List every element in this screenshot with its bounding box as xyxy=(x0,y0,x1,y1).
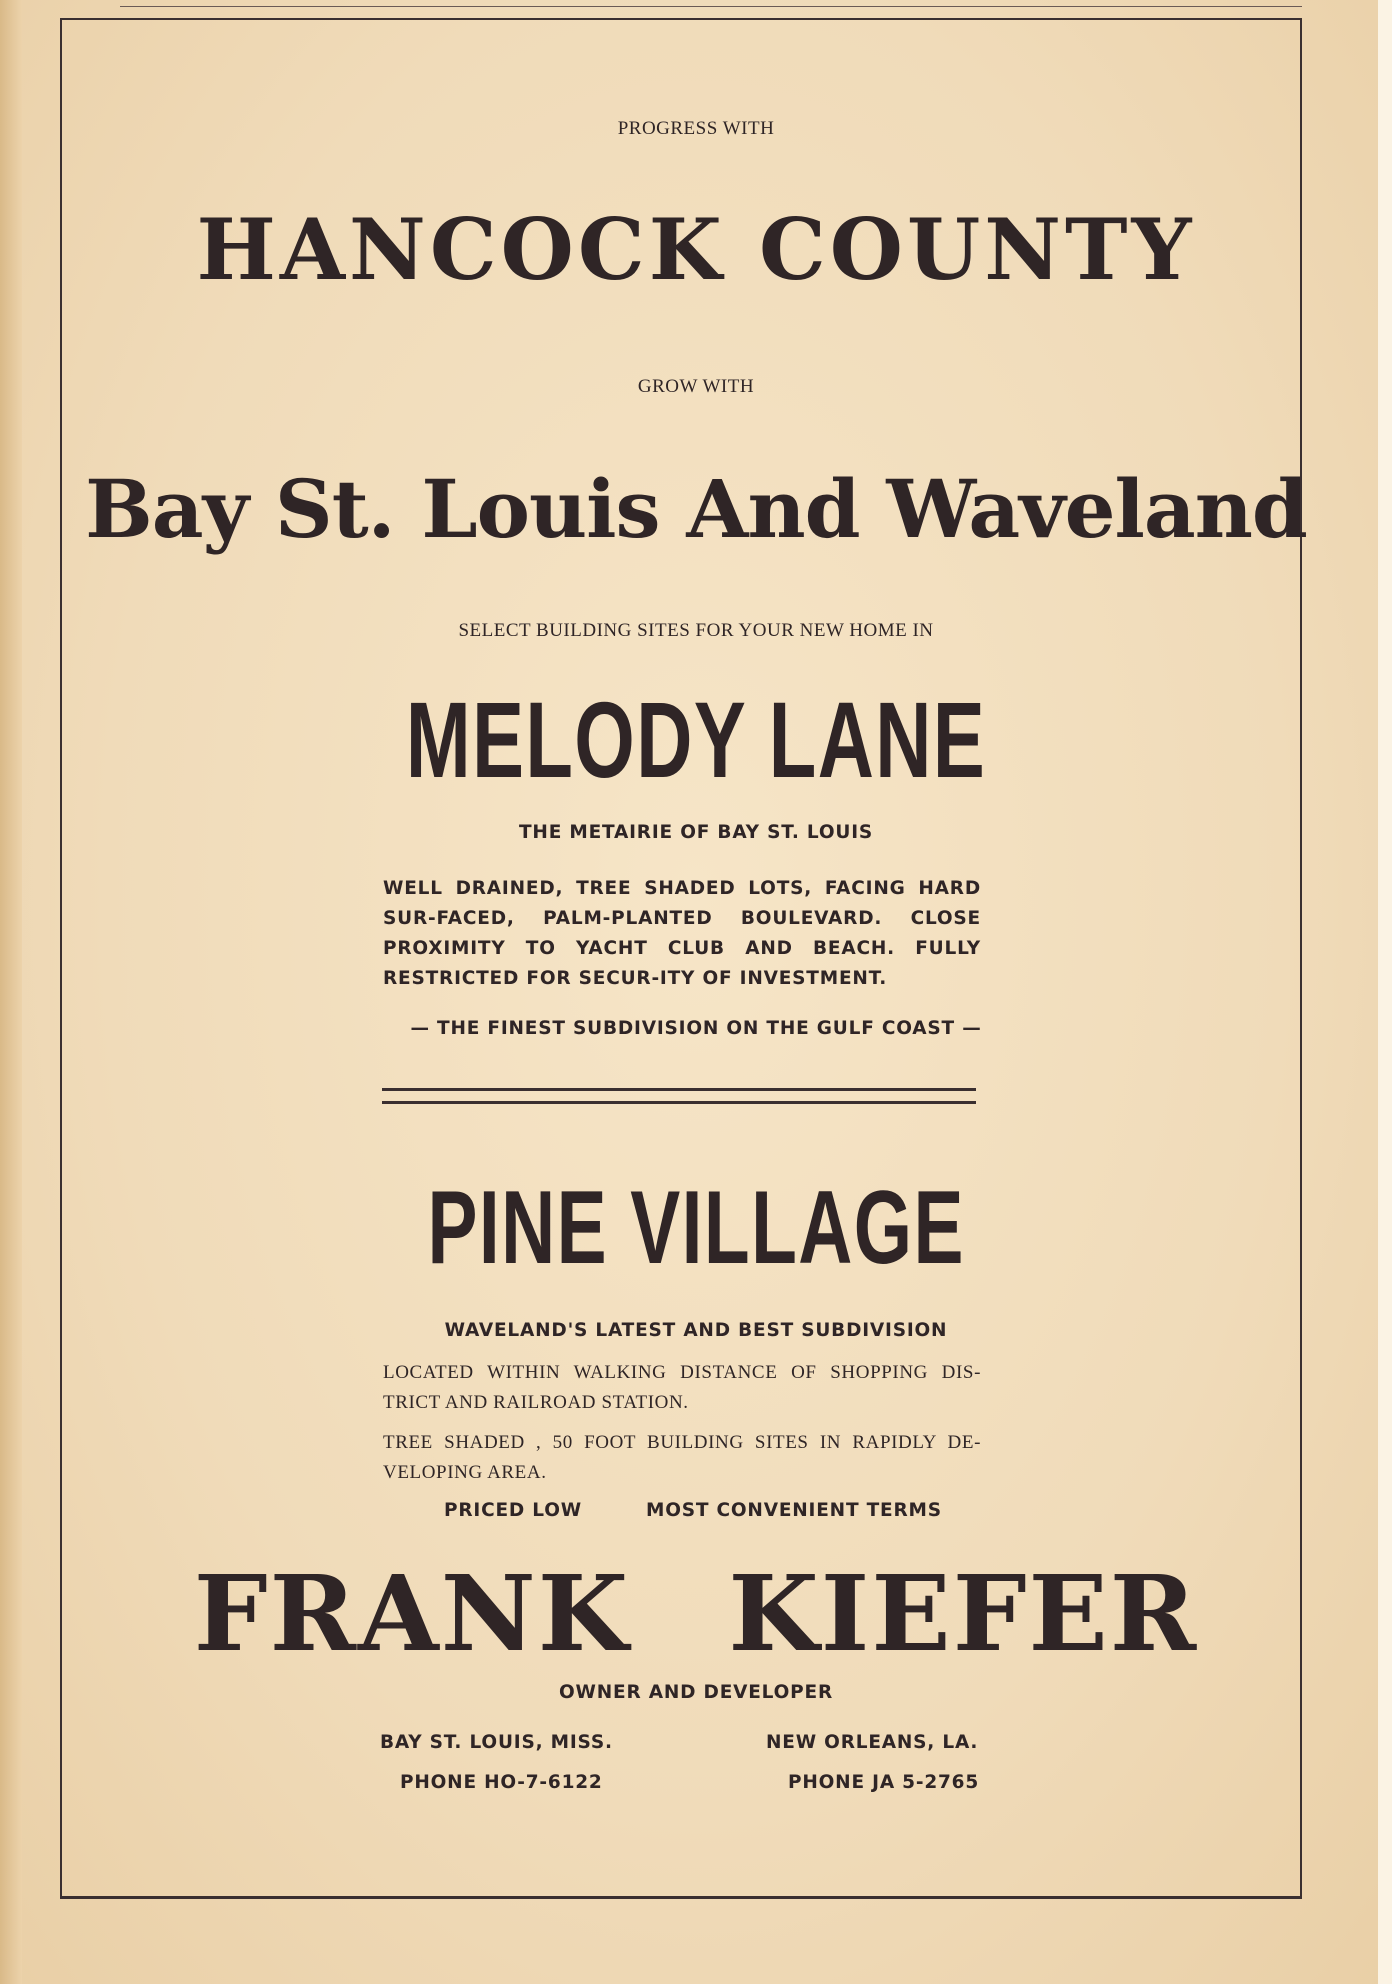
melody-lane-heading-wrap xyxy=(0,680,1392,833)
bay-st-louis-phone: PHONE HO-7-6122 xyxy=(400,1772,603,1793)
developer-role: OWNER AND DEVELOPER xyxy=(559,1682,833,1703)
kicker-text: PROGRESS WITH xyxy=(617,118,775,139)
melody-lane-heading: MELODY LANE xyxy=(405,679,987,800)
melody-finest: — THE FINEST SUBDIVISION ON THE GULF COAST — xyxy=(410,1018,982,1039)
bay-st-louis-address: BAY ST. LOUIS, MISS. xyxy=(380,1732,613,1753)
new-orleans-address: NEW ORLEANS, LA. xyxy=(766,1732,979,1753)
terms-text: MOST CONVENIENT TERMS xyxy=(646,1500,942,1521)
pine-tagline: WAVELAND'S LATEST AND BEST SUBDIVISION xyxy=(444,1320,948,1341)
section-divider-bottom xyxy=(382,1101,976,1104)
developer-name: FRANK KIEFER xyxy=(193,1552,1199,1675)
county-heading: HANCOCK COUNTY xyxy=(196,200,1196,299)
pine-sites-text: TREE SHADED , 50 FOOT BUILDING SITES IN RAPIDLY DE-VELOPING AREA. xyxy=(383,1432,981,1483)
section-divider-top xyxy=(382,1088,976,1091)
top-edge-rule xyxy=(120,6,1302,7)
towns-heading: Bay St. Louis And Waveland xyxy=(85,462,1307,556)
melody-tagline: THE METAIRIE OF BAY ST. LOUIS xyxy=(519,822,873,843)
melody-description: WELL DRAINED, TREE SHADED LOTS, FACING HARD SUR-FACED, PALM-PLANTED BOULEVARD. CLOSE PROXIMITY TO YACHT CLUB AND BEACH. FULLY RESTRICTED FOR SECUR-ITY OF INVESTMENT. xyxy=(383,878,981,989)
new-orleans-phone: PHONE JA 5-2765 xyxy=(788,1772,980,1793)
grow-text: GROW WITH xyxy=(637,376,755,397)
pine-village-heading: PINE VILLAGE xyxy=(427,1170,965,1286)
pine-location-text: LOCATED WITHIN WALKING DISTANCE OF SHOPPING DIS-TRICT AND RAILROAD STATION. xyxy=(383,1362,981,1413)
select-text: SELECT BUILDING SITES FOR YOUR NEW HOME IN xyxy=(458,620,934,641)
priced-low-text: PRICED LOW xyxy=(444,1500,582,1521)
pine-village-heading-wrap xyxy=(0,1168,1392,1319)
